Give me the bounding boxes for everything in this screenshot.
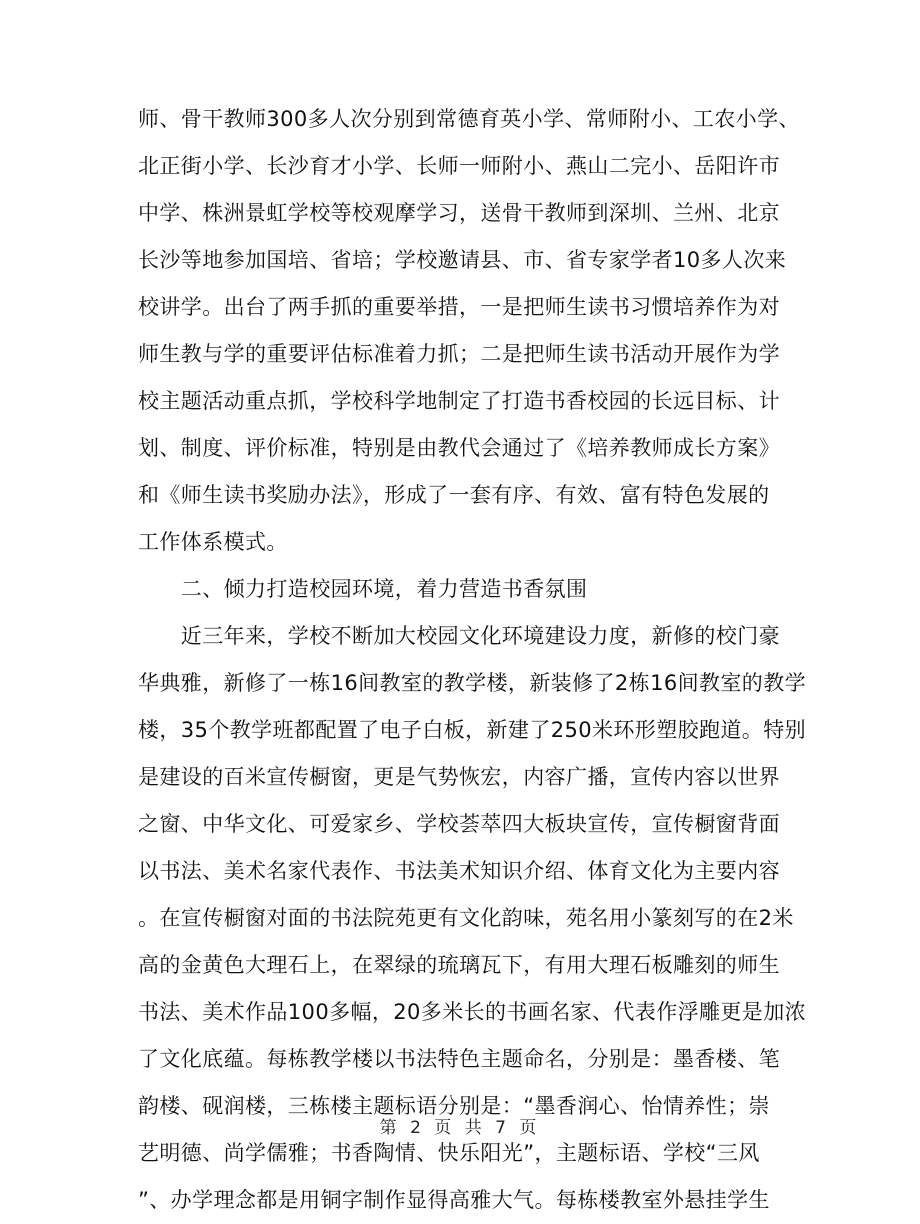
text-line: 师生教与学的重要评估标准着力抓；二是把师生读书活动开展作为学 bbox=[138, 342, 780, 366]
text-line: 长沙等地参加国培、省培；学校邀请县、市、省专家学者10多人次来 bbox=[138, 248, 787, 272]
footer-total-pages: 7 bbox=[495, 1118, 510, 1138]
footer-prefix: 第 bbox=[379, 1118, 401, 1138]
page-footer bbox=[0, 1113, 920, 1138]
section-heading: 二、倾力打造校园环境，着力营造书香氛围 bbox=[138, 577, 588, 601]
text-line: 楼，35个教学班都配置了电子白板，新建了250米环形塑胶跑道。特别 bbox=[138, 718, 807, 742]
text-line: 韵楼、砚润楼，三栋楼主题标语分别是：“墨香润心、怡情养性；崇 bbox=[138, 1094, 770, 1118]
text-line: 华典雅，新修了一栋16间教室的教学楼，新装修了2栋16间教室的教学 bbox=[138, 671, 807, 695]
text-line: 北正街小学、长沙育才小学、长师一师附小、燕山二完小、岳阳许市 bbox=[138, 154, 780, 178]
text-line: ”、办学理念都是用铜字制作显得高雅大气。每栋楼教室外悬挂学生 bbox=[138, 1188, 770, 1212]
text-line: 近三年来，学校不断加大校园文化环境建设力度，新修的校门豪 bbox=[138, 624, 780, 648]
text-line: 工作体系模式。 bbox=[138, 530, 288, 554]
text-line: 书法、美术作品100多幅，20多米长的书画名家、代表作浮雕更是加浓 bbox=[138, 1000, 807, 1024]
text-line: 划、制度、评价标准，特别是由教代会通过了《培养教师成长方案》 bbox=[138, 436, 780, 460]
text-line: 。在宣传橱窗对面的书法院苑更有文化韵味，苑名用小篆刻写的在2米 bbox=[138, 906, 794, 930]
body-text bbox=[138, 96, 807, 1224]
text-line: 是建设的百米宣传橱窗，更是气势恢宏，内容广播，宣传内容以世界 bbox=[138, 765, 780, 789]
text-line: 校主题活动重点抓，学校科学地制定了打造书香校园的长远目标、计 bbox=[138, 389, 780, 413]
text-line: 了文化底蕴。每栋教学楼以书法特色主题命名，分别是：墨香楼、笔 bbox=[138, 1047, 780, 1071]
text-line: 之窗、中华文化、可爱家乡、学校荟萃四大板块宣传，宣传橱窗背面 bbox=[138, 812, 780, 836]
text-line: 师、骨干教师300多人次分别到常德育英小学、常师附小、工农小学、 bbox=[138, 107, 800, 131]
text-line: 中学、株洲景虹学校等校观摩学习，送骨干教师到深圳、兰州、北京 bbox=[138, 201, 780, 225]
footer-total-word: 共 bbox=[464, 1118, 486, 1138]
text-line: 校讲学。出台了两手抓的重要举措，一是把师生读书习惯培养作为对 bbox=[138, 295, 780, 319]
footer-page-word: 页 bbox=[434, 1118, 456, 1138]
footer-current-page: 2 bbox=[410, 1118, 425, 1138]
text-line: 高的金黄色大理石上，在翠绿的琉璃瓦下，有用大理石板雕刻的师生 bbox=[138, 953, 780, 977]
footer-suffix: 页 bbox=[519, 1118, 541, 1138]
text-line: 和《师生读书奖励办法》，形成了一套有序、有效、富有特色发展的 bbox=[138, 483, 770, 507]
text-line: 以书法、美术名家代表作、书法美术知识介绍、体育文化为主要内容 bbox=[138, 859, 780, 883]
text-line: 艺明德、尚学儒雅；书香陶情、快乐阳光”，主题标语、学校“三风 bbox=[138, 1141, 760, 1165]
